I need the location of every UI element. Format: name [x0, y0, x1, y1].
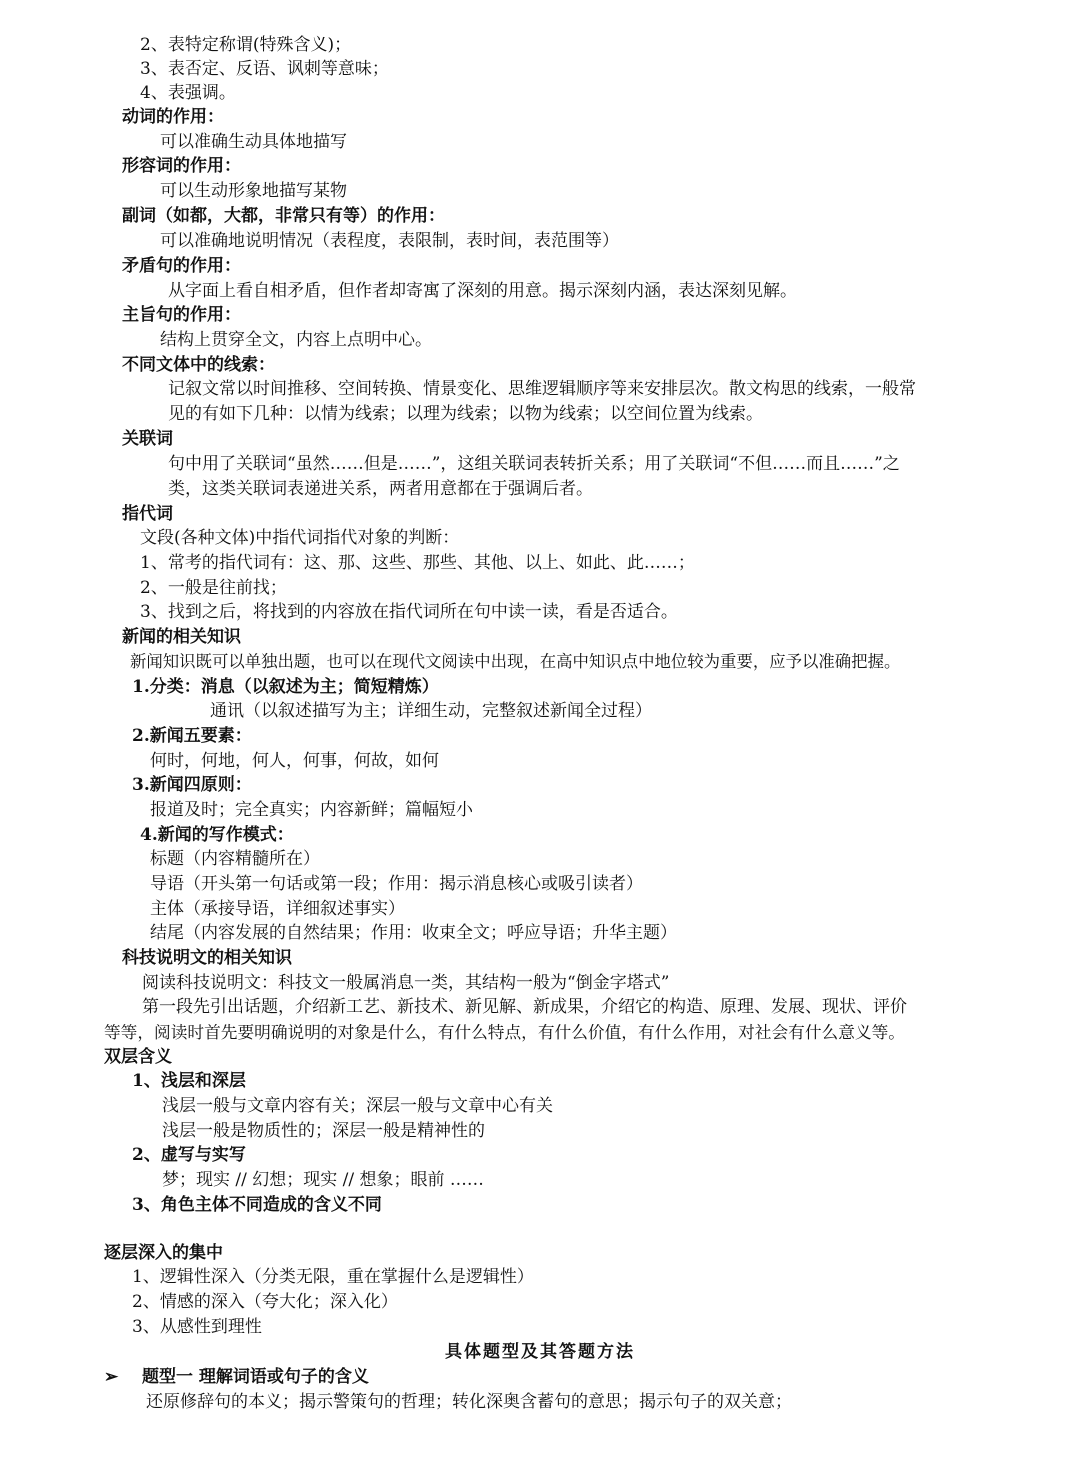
list-item: 2、一般是往前找；	[140, 578, 287, 598]
list-item: 1、常考的指代词有：这、那、这些、那些、其他、以上、如此、此……；	[140, 553, 695, 573]
section-heading: 副词（如都，大都，非常只有等）的作用：	[122, 206, 445, 226]
paragraph: 阅读科技说明文：科技文一般属消息一类，其结构一般为“倒金字塔式”	[142, 973, 670, 993]
list-item: 3、找到之后，将找到的内容放在指代词所在句中读一读，看是否适合。	[140, 602, 678, 622]
paragraph: 从字面上看自相矛盾，但作者却寄寓了深刻的用意。揭示深刻内涵，表达深刻见解。	[168, 281, 797, 301]
section-heading: 指代词	[122, 504, 173, 524]
paragraph: 可以准确地说明情况（表程度，表限制，表时间，表范围等）	[160, 231, 619, 251]
list-item: 2、情感的深入（夸大化；深入化）	[132, 1292, 398, 1312]
paragraph: 新闻知识既可以单独出题，也可以在现代文阅读中出现，在高中知识点中地位较为重要，应予以准确把握。	[130, 652, 901, 671]
arrow-right-icon: ➢	[104, 1367, 119, 1387]
paragraph: 浅层一般是物质性的；深层一般是精神性的	[162, 1121, 485, 1141]
section-heading: 不同文体中的线索：	[122, 355, 275, 375]
question-type-heading: 题型一 理解词语或句子的含义	[142, 1367, 369, 1387]
paragraph: 还原修辞句的本义；揭示警策句的哲理；转化深奥含蓄句的意思；揭示句子的双关意；	[146, 1392, 792, 1412]
paragraph: 等等，阅读时首先要明确说明的对象是什么，有什么特点，有什么价值，有什么作用，对社会有什么意义等。	[104, 1022, 905, 1042]
subsection-heading: 2.新闻五要素：	[132, 726, 252, 746]
section-heading: 关联词	[122, 429, 173, 449]
subsection-heading: 1、浅层和深层	[132, 1071, 246, 1091]
paragraph: 可以生动形象地描写某物	[160, 181, 347, 201]
paragraph: 通讯（以叙述描写为主；详细生动，完整叙述新闻全过程）	[210, 701, 652, 721]
subsection-heading: 2、虚写与实写	[132, 1145, 246, 1165]
paragraph: 第一段先引出话题，介绍新工艺、新技术、新见解、新成果，介绍它的构造、原理、发展、现状、评价	[142, 997, 907, 1017]
section-heading: 新闻的相关知识	[122, 627, 241, 647]
section-heading: 形容词的作用：	[122, 156, 241, 176]
list-item: 3、从感性到理性	[132, 1317, 262, 1337]
subsection-heading: 3、角色主体不同造成的含义不同	[132, 1195, 382, 1215]
subsection-heading: 3.新闻四原则：	[132, 775, 252, 795]
list-item: 1、逻辑性深入（分类无限，重在掌握什么是逻辑性）	[132, 1267, 534, 1287]
list-item: 4、表强调。	[140, 83, 236, 103]
subsection-heading: 1.分类：消息（以叙述为主；简短精炼）	[132, 677, 439, 697]
paragraph: 浅层一般与文章内容有关；深层一般与文章中心有关	[162, 1096, 553, 1116]
list-item: 2、表特定称谓(特殊含义)；	[140, 35, 352, 55]
paragraph: 可以准确生动具体地描写	[160, 132, 347, 152]
paragraph: 文段(各种文体)中指代词指代对象的判断：	[140, 528, 460, 548]
list-item: 标题（内容精髓所在）	[150, 849, 320, 869]
list-item: 结尾（内容发展的自然结果；作用：收束全文；呼应导语；升华主题）	[150, 923, 677, 943]
list-item: 导语（开头第一句话或第一段；作用：揭示消息核心或吸引读者）	[150, 874, 643, 894]
section-heading: 矛盾句的作用：	[122, 256, 241, 276]
paragraph: 记叙文常以时间推移、空间转换、情景变化、思维逻辑顺序等来安排层次。散文构思的线索，一般常	[168, 379, 916, 399]
list-item: 主体（承接导语，详细叙述事实）	[150, 899, 405, 919]
section-heading: 双层含义	[104, 1047, 172, 1067]
section-heading: 动词的作用：	[122, 107, 224, 127]
list-item: 3、表否定、反语、讽刺等意味；	[140, 59, 389, 79]
subsection-heading: 4.新闻的写作模式：	[140, 825, 294, 845]
page-title: 具体题型及其答题方法	[445, 1342, 635, 1362]
section-heading: 主旨句的作用：	[122, 305, 241, 325]
section-heading: 逐层深入的集中	[104, 1243, 223, 1263]
paragraph: 句中用了关联词“虽然……但是……”，这组关联词表转折关系；用了关联词“不但……而且……”之	[168, 454, 900, 474]
paragraph: 梦；现实 // 幻想；现实 // 想象；眼前 ……	[162, 1170, 484, 1190]
paragraph: 报道及时；完全真实；内容新鲜；篇幅短小	[150, 800, 473, 820]
paragraph: 何时，何地，何人，何事，何故，如何	[150, 751, 439, 771]
paragraph: 类，这类关联词表递进关系，两者用意都在于强调后者。	[168, 479, 593, 499]
paragraph: 结构上贯穿全文，内容上点明中心。	[160, 330, 432, 350]
section-heading: 科技说明文的相关知识	[122, 948, 292, 968]
paragraph: 见的有如下几种：以情为线索；以理为线索；以物为线索；以空间位置为线索。	[168, 404, 763, 424]
